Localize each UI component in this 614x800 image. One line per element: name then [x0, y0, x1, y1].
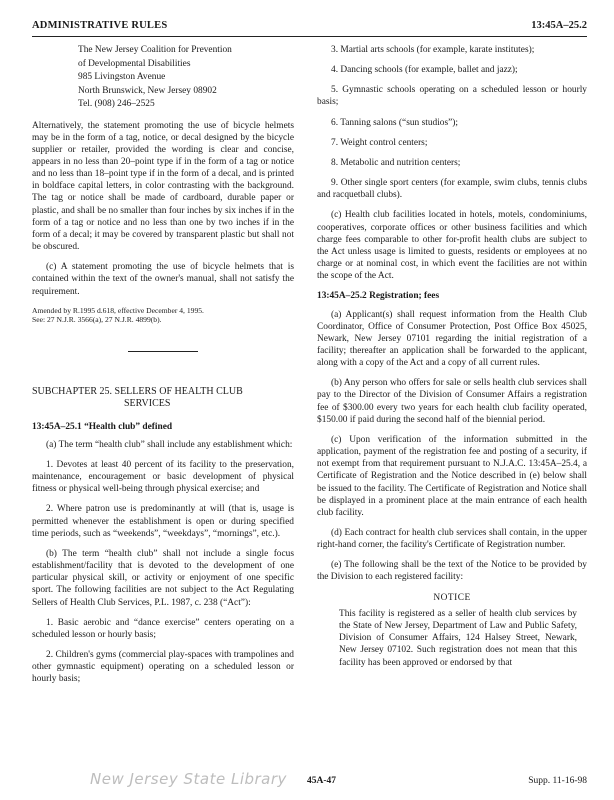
paragraph-a-application: (a) Applicant(s) shall request information from the Health Club Coordinator, Office of Consumer Protection, Post Office Box 45025, Newark, New Jersey 07101 regarding the initial registration of a facility; thereafter an application shall be forwarded to the applicant, along with a copy of the Act and a copy of all current rules. [317, 309, 587, 369]
list-item: 4. Dancing schools (for example, ballet and jazz); [331, 65, 518, 76]
header-title: ADMINISTRATIVE RULES [32, 20, 168, 31]
notice-title: NOTICE [433, 592, 471, 603]
amendment-note [32, 306, 294, 325]
list-item: 3. Martial arts schools (for example, karate institutes); [331, 45, 535, 55]
paragraph-a-definition: (a) The term “health club” shall include any establishment which: [46, 439, 293, 450]
list-item: 1. Basic aerobic and “dance exercise” centers operating on a scheduled lesson or hourly basis; [32, 617, 294, 640]
left-column [32, 44, 294, 694]
section-heading-25-1: 13:45A–25.1 “Health club” defined [32, 421, 173, 432]
section-heading-25-2: 13:45A–25.2 Registration; fees [317, 291, 440, 302]
list-item: 6. Tanning salons (“sun studios”); [331, 117, 459, 128]
coalition-address [78, 44, 294, 112]
paragraph-d-contract: (d) Each contract for health club services shall contain, in the upper right-hand corner, the facility's Certificate of Registration number. [317, 528, 587, 551]
paragraph-c-owners-manual: (c) A statement promoting the use of bicycle helmets that is contained within the text of the owner's manual, shall not satisfy the requirement. [32, 262, 294, 297]
page-footer [32, 770, 587, 794]
paragraph-c-certificate: (c) Upon verification of the information submitted in the application, payment of the registration fee and posting of a security, if not exempt from that requirement pursuant to N.J.A.C. 13:45A–25.4, a Certificate of Registration and the Notice described in (e) below shall be issued to the facility. The Certificate of Registration and Notice shall be displayed in a prominent place at the main entrance of each health club facility. [317, 434, 587, 518]
list-item: 7. Weight control centers; [331, 137, 428, 148]
subchapter-title-line2: SERVICES [124, 398, 171, 410]
section-divider [128, 351, 198, 352]
library-stamp: New Jersey State Library [90, 770, 287, 788]
address-line: of Developmental Disabilities [78, 58, 191, 69]
list-item: 1. Devotes at least 40 percent of its facility to the preservation, maintenance, encouragement or basic development of physical fitness or physical well-being through physical exercise; and [32, 460, 294, 495]
supplement-date: Supp. 11-16-98 [528, 776, 587, 786]
paragraph-b-exclusions: (b) The term “health club” shall not include a single focus establishment/facility that is devoted to the development of one particular physical skill, or activity or enjoyment of one specific sport. The following facilities are not subject to the Act Regulating Sellers of Health Club Services, P.L. 1987, c. 238 (“Act”): [32, 548, 294, 608]
helmet-statement-paragraph: Alternatively, the statement promoting the use of bicycle helmets may be in the form of a tag, notice, or decal designed by the bicycle supplier or retailer, provided the wording is clear and concise, appears in no less than 20–point type if in the form of a tag or notice and no less than 18–point type if in the form of a decal, and is printed in boldface capital letters, in color contrasting with the background. The tag or notice shall be made of cardboard, durable paper or plastic, and shall be no smaller than four inches by six inches if in the form of a tag or notice and no less than one by two inches if in the form of a decal; it may be covered by transparent plastic but shall not be obscured. [32, 120, 294, 253]
page-number: 45A-47 [307, 776, 337, 786]
notice-body: This facility is registered as a seller of health club services by the State of New Jersey, Department of Law and Public Safety, Division of Consumer Affairs, 124 Halsey Street, Newark, New Jersey 07102. Such registration does not mean that this facility has been approved or endorsed by that [339, 608, 577, 668]
list-item: 5. Gymnastic schools operating on a scheduled lesson or hourly basis; [317, 85, 587, 108]
address-line: 985 Livingston Avenue [78, 72, 166, 82]
amendment-citation: See: 27 N.J.R. 3566(a), 27 N.J.R. 4899(b). [32, 315, 162, 325]
subchapter-title-line1: SUBCHAPTER 25. SELLERS OF HEALTH CLUB [32, 385, 243, 397]
header-section-number: 13:45A–25.2 [531, 20, 587, 31]
running-header [32, 14, 587, 37]
amendment-line: Amended by R.1995 d.618, effective December 4, 1995. [32, 305, 204, 315]
address-line: Tel. (908) 246–2525 [78, 99, 155, 109]
list-item: 9. Other single sport centers (for example, swim clubs, tennis clubs and racquetball clubs). [317, 178, 587, 201]
list-item: 8. Metabolic and nutrition centers; [331, 157, 461, 168]
paragraph-b-fee: (b) Any person who offers for sale or sells health club services shall pay to the Director of the Division of Consumer Affairs a registration fee of $300.00 every two years for each health club facility operated, $150.00 if paid during the second half of the biennial period. [317, 378, 587, 425]
list-item: 2. Children's gyms (commercial play-spaces with trampolines and other gymnastic equipment) operating on a scheduled lesson or hourly basis; [32, 650, 294, 685]
right-column [317, 44, 587, 669]
paragraph-c-hotel-facilities: (c) Health club facilities located in hotels, motels, condominiums, cooperatives, corporate offices or other business facilities and which charge fees comparable to other for-profit health clubs are subject to the Act unless usage is limited to guests, residents or employees at no charge or at nominal cost, in which event the facilities are not within the scope of the Act. [317, 210, 587, 282]
address-line: The New Jersey Coalition for Prevention [78, 45, 232, 55]
subchapter-heading [32, 386, 294, 411]
paragraph-e-notice-text: (e) The following shall be the text of the Notice to be provided by the Division to each registered facility: [317, 560, 587, 583]
address-line: North Brunswick, New Jersey 08902 [78, 85, 217, 96]
list-item: 2. Where patron use is predominantly at will (that is, usage is permitted whenever the establishment is open or during specified time periods, such as “weekends”, “weekdays”, “mornings”, etc.). [32, 504, 294, 539]
